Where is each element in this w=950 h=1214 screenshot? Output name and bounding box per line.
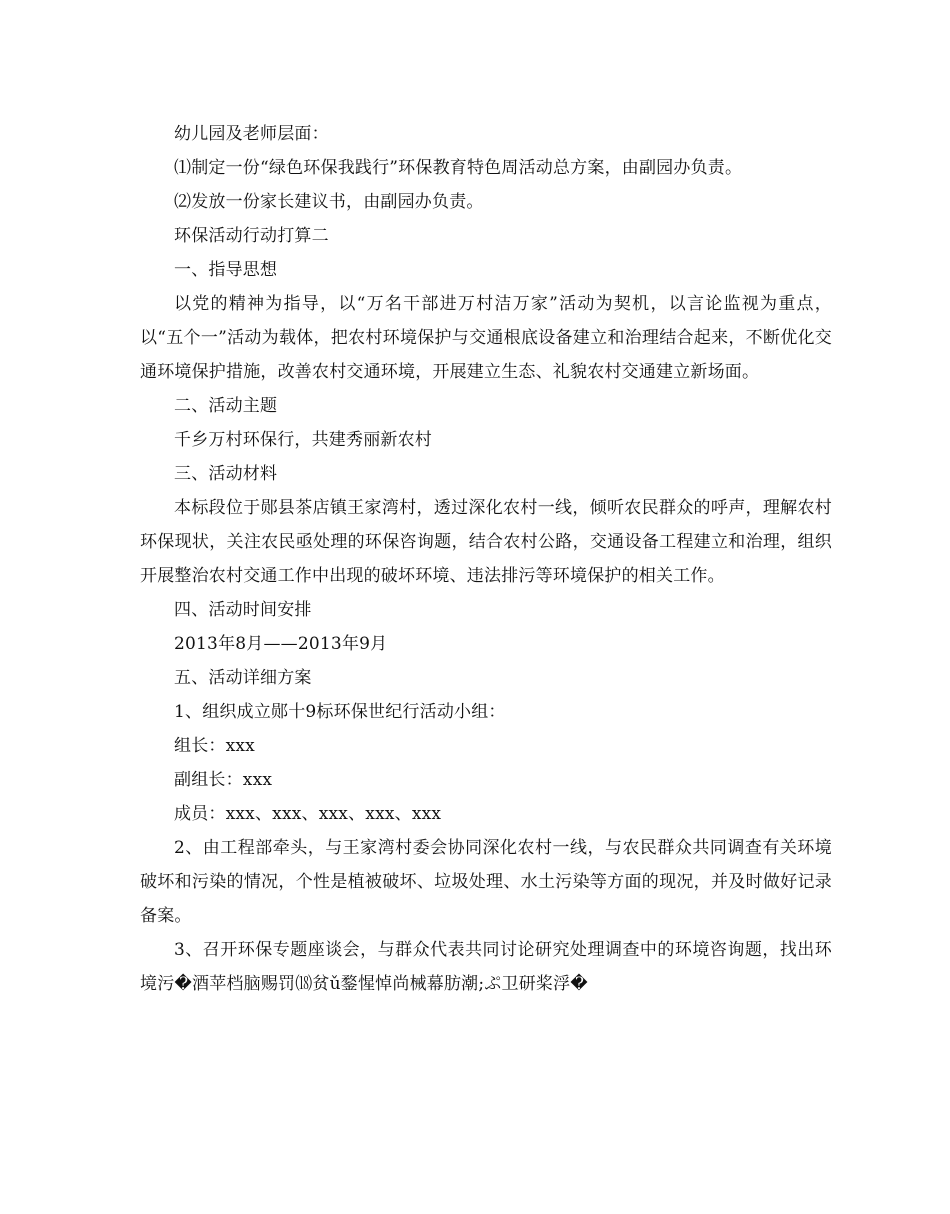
- document-body: [140, 117, 832, 1001]
- paragraph-members: 成员：xxx、xxx、xxx、xxx、xxx: [174, 804, 442, 824]
- paragraph-plan-step-2: 2、由工程部牵头，与王家湾村委会协同深化农村一线，与农民群众共同调查有关环境破坏和污染的情况，个性是植被破坏、垃圾处理、水土污染等方面的现况，并及时做好记录备案。: [140, 838, 832, 926]
- paragraph-activity-materials: 本标段位于郧县茶店镇王家湾村，透过深化农村一线，倾听农民群众的呼声，理解农村环保现状，关注农民亟处理的环保咨询题，结合农村公路，交通设备工程建立和治理，组织开展整治农村交通工作中出现的破坏环境、违法排污等环境保护的相关工作。: [140, 498, 832, 586]
- paragraph-guiding-thought: 以党的精神为指导，以“万名干部进万村洁万家”活动为契机，以言论监视为重点，以“五个一”活动为载体，把农村环境保护与交通根底设备建立和治理结合起来，不断优化交通环境保护措施，改善农村交通环境，开展建立生态、礼貌农村交通建立新场面。: [140, 294, 832, 382]
- paragraph-plan-step-3: 3、召开环保专题座谈会，与群众代表共同讨论研究处理调查中的环境咨询题，找出环境污�酒苹档脑赐罚⒅贫ǔ鍪惺悼尚械幕肪潮;ぷ卫研桨浮�: [140, 940, 832, 994]
- paragraph-plan-step-1: 1、组织成立郧十9标环保世纪行活动小组：: [174, 702, 506, 722]
- section-heading-time-arrangement: 四、活动时间安排: [174, 600, 312, 620]
- paragraph-item-2-parent-letter: ⑵发放一份家长建议书，由副园办负责。: [174, 192, 484, 212]
- paragraph-team-leader: 组长：xxx: [174, 736, 255, 756]
- paragraph-activity-theme: 千乡万村环保行，共建秀丽新农村: [174, 430, 432, 450]
- paragraph-item-1-plan: ⑴制定一份“绿色环保我践行”环保教育特色周活动总方案，由副园办负责。: [174, 158, 743, 178]
- paragraph-kindergarten-teacher-level: 幼儿园及老师层面：: [174, 124, 329, 144]
- section-heading-guiding-thought: 一、指导思想: [174, 260, 278, 280]
- section-heading-plan-two: 环保活动行动打算二: [174, 226, 329, 246]
- paragraph-time-range: 2013年8月——2013年9月: [174, 634, 388, 654]
- section-heading-detailed-plan: 五、活动详细方案: [174, 668, 312, 688]
- section-heading-activity-theme: 二、活动主题: [174, 396, 278, 416]
- section-heading-activity-materials: 三、活动材料: [174, 464, 278, 484]
- paragraph-deputy-leader: 副组长：xxx: [174, 770, 273, 790]
